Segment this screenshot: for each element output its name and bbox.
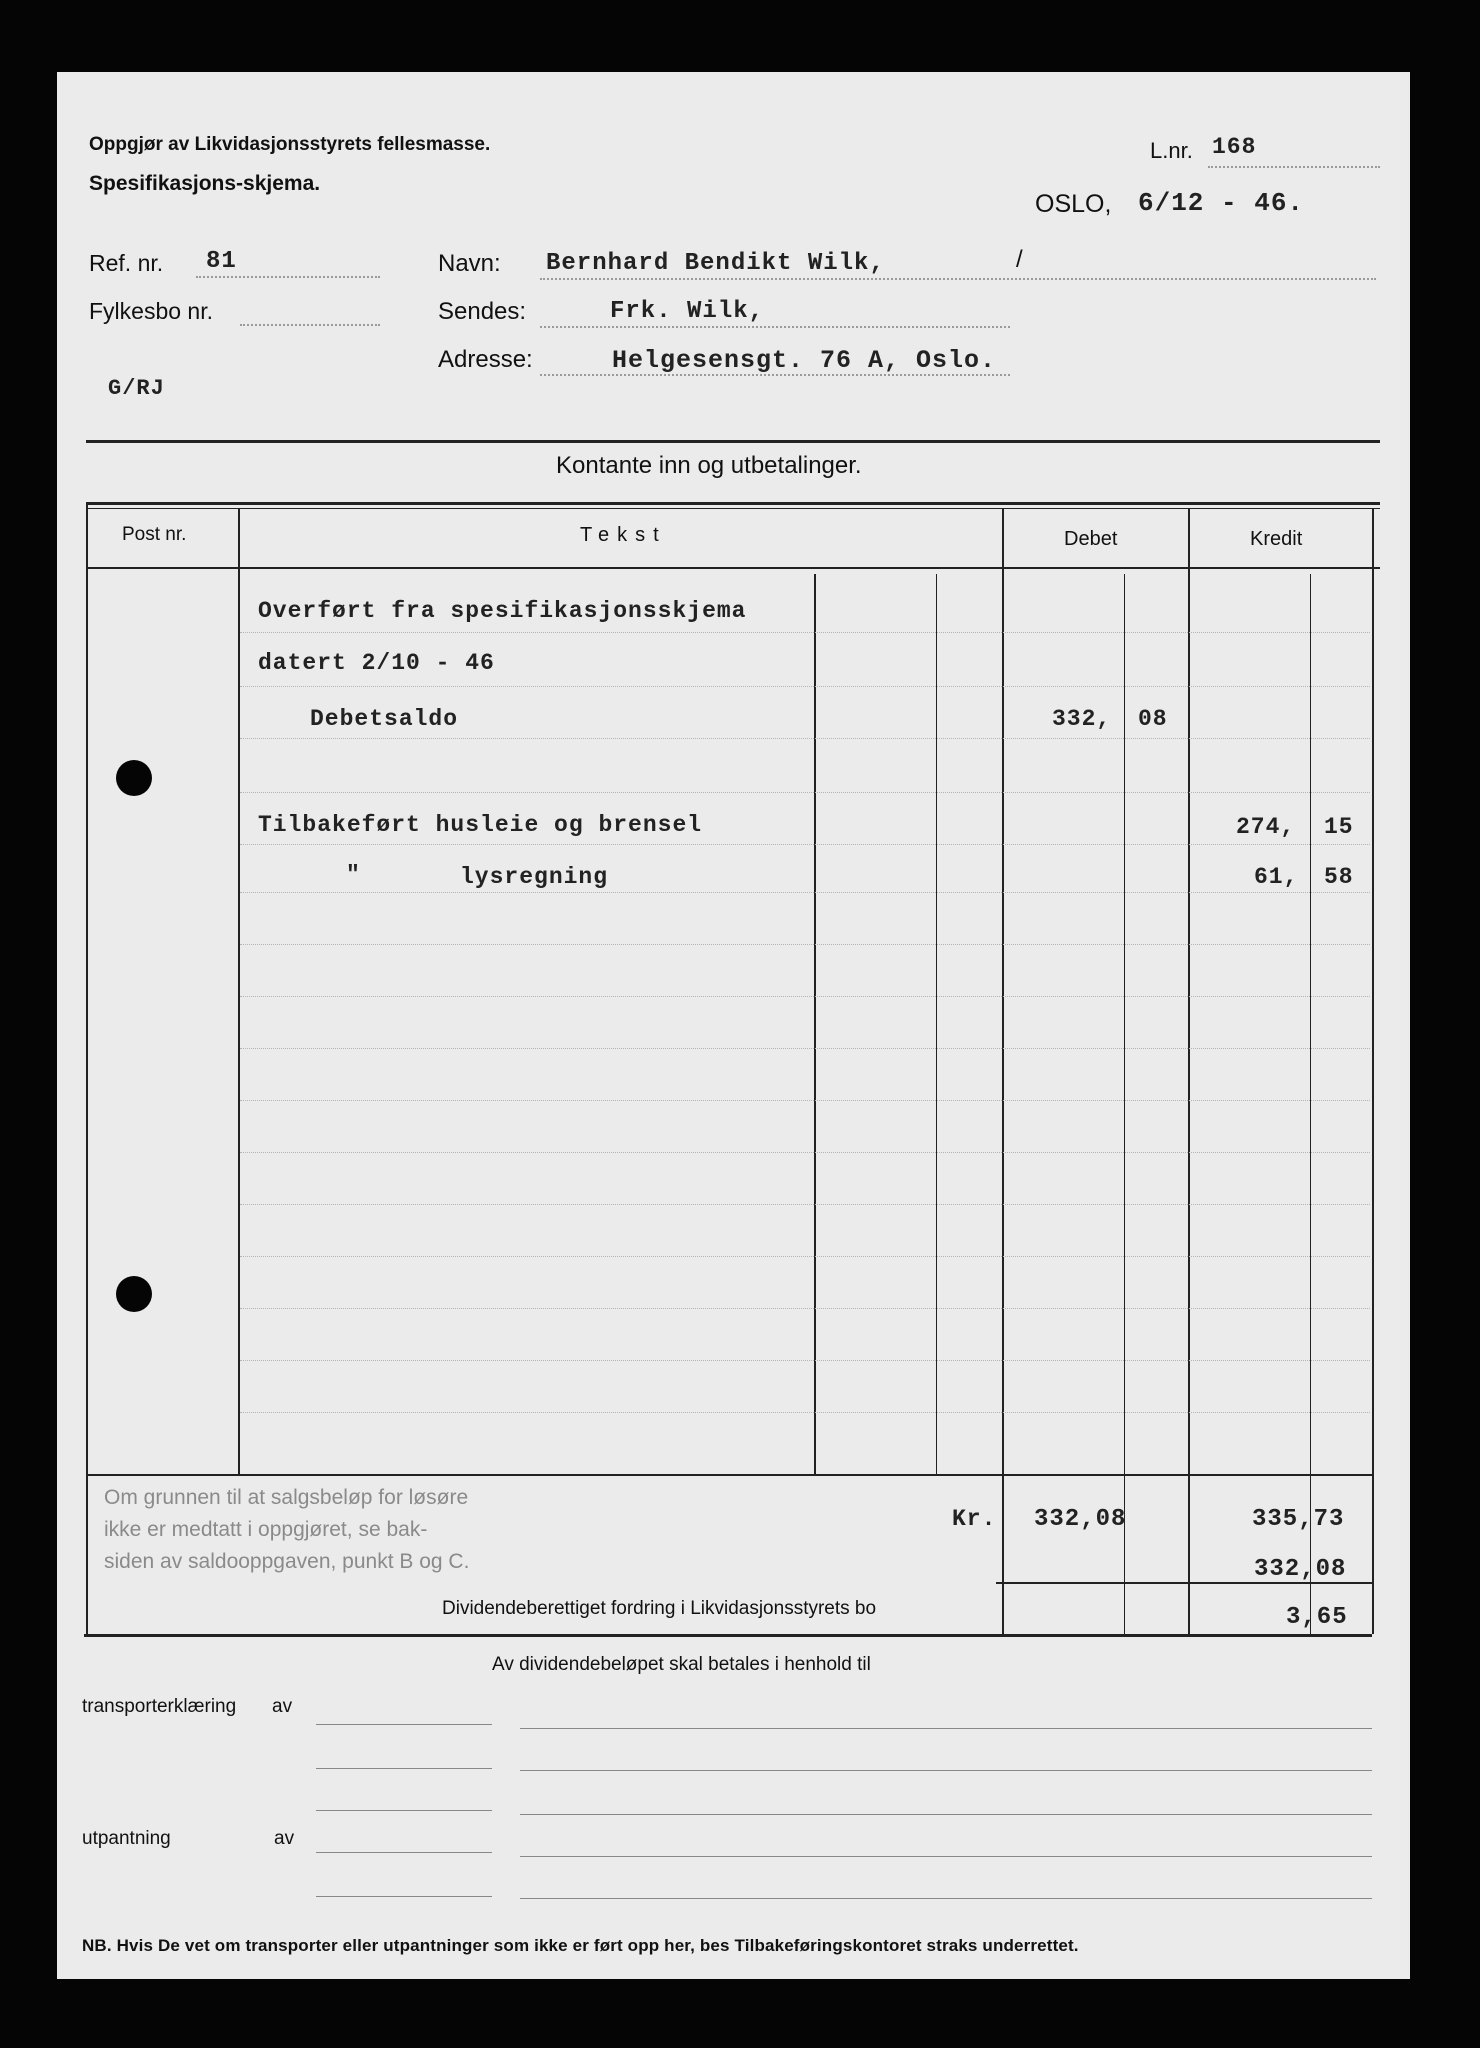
navn-label: Navn: bbox=[438, 250, 501, 277]
utpantning-label: utpantning bbox=[82, 1828, 171, 1849]
rule bbox=[240, 1100, 1370, 1101]
footer-line-left bbox=[316, 1768, 492, 1769]
row-5-kredit-kr: 61, bbox=[1254, 864, 1299, 890]
row-4-tekst: Tilbakeført husleie og brensel bbox=[258, 812, 703, 838]
rule bbox=[240, 1308, 1370, 1309]
row-2-tekst: datert 2/10 - 46 bbox=[258, 650, 495, 676]
col-post-divider bbox=[238, 508, 240, 1474]
footer-line-right bbox=[520, 1728, 1372, 1729]
payout-caption: Av dividendebeløpet skal betales i henhold til bbox=[492, 1654, 871, 1675]
footer-line-left bbox=[316, 1896, 492, 1897]
dividend-label: Dividendeberettiget fordring i Likvidasjonsstyrets bo bbox=[442, 1598, 877, 1619]
header-divider bbox=[86, 440, 1380, 443]
rule bbox=[240, 1360, 1370, 1361]
col-tekst-inner bbox=[814, 574, 816, 1474]
row-1-tekst: Overført fra spesifikasjonsskjema bbox=[258, 598, 747, 624]
note-line-3: siden av saldooppgaven, punkt B og C. bbox=[104, 1550, 470, 1573]
col-debet-divider bbox=[1002, 508, 1004, 1634]
kredit-minus: 332,08 bbox=[1254, 1556, 1347, 1583]
kredit-total: 335,73 bbox=[1252, 1506, 1345, 1533]
rule bbox=[240, 1256, 1370, 1257]
lnr-label: L.nr. bbox=[1150, 138, 1193, 163]
navn-value: Bernhard Bendikt Wilk, bbox=[546, 250, 885, 277]
transport-av: av bbox=[272, 1696, 293, 1717]
col-debet-ore bbox=[1124, 574, 1125, 1634]
lnr-value: 168 bbox=[1212, 134, 1257, 160]
nb-note: NB. Hvis De vet om transporter eller utpantninger som ikke er ført opp her, bes Tilbakeføringskontoret straks underrettet. bbox=[82, 1936, 1079, 1955]
form-subtitle: Spesifikasjons-skjema. bbox=[89, 172, 321, 195]
dividend-value: 3,65 bbox=[1286, 1604, 1348, 1631]
footer-line-left bbox=[316, 1852, 492, 1853]
fylkesbo-label: Fylkesbo nr. bbox=[89, 298, 213, 324]
sendes-label: Sendes: bbox=[438, 298, 527, 325]
col-tekst-inner-light bbox=[936, 574, 937, 1474]
table-top bbox=[86, 502, 1380, 505]
lnr-dotline bbox=[1208, 166, 1380, 168]
row-4-kredit-ore: 15 bbox=[1324, 814, 1354, 840]
row-5-kredit-ore: 58 bbox=[1324, 864, 1354, 890]
col-kredit-divider bbox=[1188, 508, 1190, 1634]
transport-label: transporterklæring bbox=[82, 1696, 237, 1717]
rule bbox=[240, 1152, 1370, 1153]
sendes-dotline bbox=[540, 326, 1010, 328]
row-3-debet-ore: 08 bbox=[1138, 706, 1168, 732]
footer-line-right bbox=[520, 1898, 1372, 1899]
debet-total: 332,08 bbox=[1034, 1506, 1127, 1533]
rule bbox=[240, 738, 1370, 739]
col-header-post: Post nr. bbox=[122, 524, 187, 545]
table-left bbox=[86, 502, 88, 1634]
rule bbox=[240, 1204, 1370, 1205]
initials-stamp: G/RJ bbox=[108, 376, 165, 401]
col-header-debet: Debet bbox=[1064, 528, 1118, 550]
city-label: OSLO, bbox=[1035, 190, 1112, 218]
footer-line-right bbox=[520, 1770, 1372, 1771]
rule bbox=[240, 632, 1370, 633]
ref-label: Ref. nr. bbox=[89, 250, 164, 276]
table-top-2 bbox=[86, 508, 1380, 509]
table-caption: Kontante inn og utbetalinger. bbox=[556, 452, 862, 479]
table-body-bottom bbox=[86, 1474, 1372, 1476]
row-3-debet-kr: 332, bbox=[1052, 706, 1112, 732]
utpantning-av: av bbox=[274, 1828, 295, 1849]
kr-label: Kr. bbox=[952, 1506, 997, 1532]
adresse-label: Adresse: bbox=[438, 346, 533, 373]
rule bbox=[240, 1412, 1370, 1413]
rule bbox=[240, 792, 1370, 793]
footer-line-left bbox=[316, 1724, 492, 1725]
adresse-dotline bbox=[540, 374, 1010, 376]
adresse-value: Helgesensgt. 76 A, Oslo. bbox=[612, 346, 997, 375]
ref-dotline bbox=[196, 276, 380, 278]
rule bbox=[240, 1048, 1370, 1049]
date-value: 6/12 - 46. bbox=[1138, 188, 1305, 218]
col-kredit-ore bbox=[1310, 574, 1311, 1634]
sendes-value: Frk. Wilk, bbox=[610, 298, 765, 325]
punch-hole-top bbox=[116, 760, 152, 796]
row-5-tekst: lysregning bbox=[460, 864, 609, 890]
table-bottom bbox=[84, 1634, 1372, 1637]
rule bbox=[240, 686, 1370, 687]
punch-hole-bottom bbox=[116, 1276, 152, 1312]
rule bbox=[240, 996, 1370, 997]
footer-line-left bbox=[316, 1810, 492, 1811]
col-header-kredit: Kredit bbox=[1250, 528, 1303, 550]
row-3-tekst: Debetsaldo bbox=[310, 706, 459, 732]
col-header-tekst: Tekst bbox=[580, 524, 667, 546]
note-line-2: ikke er medtatt i oppgjøret, se bak- bbox=[104, 1518, 428, 1541]
navn-dotline bbox=[540, 278, 1376, 280]
note-line-1: Om grunnen til at salgsbeløp for løsøre bbox=[104, 1486, 469, 1509]
row-4-kredit-kr: 274, bbox=[1236, 814, 1296, 840]
rule bbox=[240, 944, 1370, 945]
fylkesbo-dotline bbox=[240, 324, 380, 326]
table-right bbox=[1372, 508, 1374, 1634]
row-5-ditto: " bbox=[346, 862, 361, 888]
rule bbox=[240, 892, 1370, 893]
ref-value: 81 bbox=[206, 248, 237, 275]
rule bbox=[240, 844, 1370, 845]
footer-line-right bbox=[520, 1856, 1372, 1857]
footer-line-right bbox=[520, 1814, 1372, 1815]
navn-slash: / bbox=[1016, 246, 1023, 273]
form-title: Oppgjør av Likvidasjonsstyrets fellesmasse. bbox=[89, 134, 491, 155]
table-header-bottom bbox=[86, 567, 1380, 569]
